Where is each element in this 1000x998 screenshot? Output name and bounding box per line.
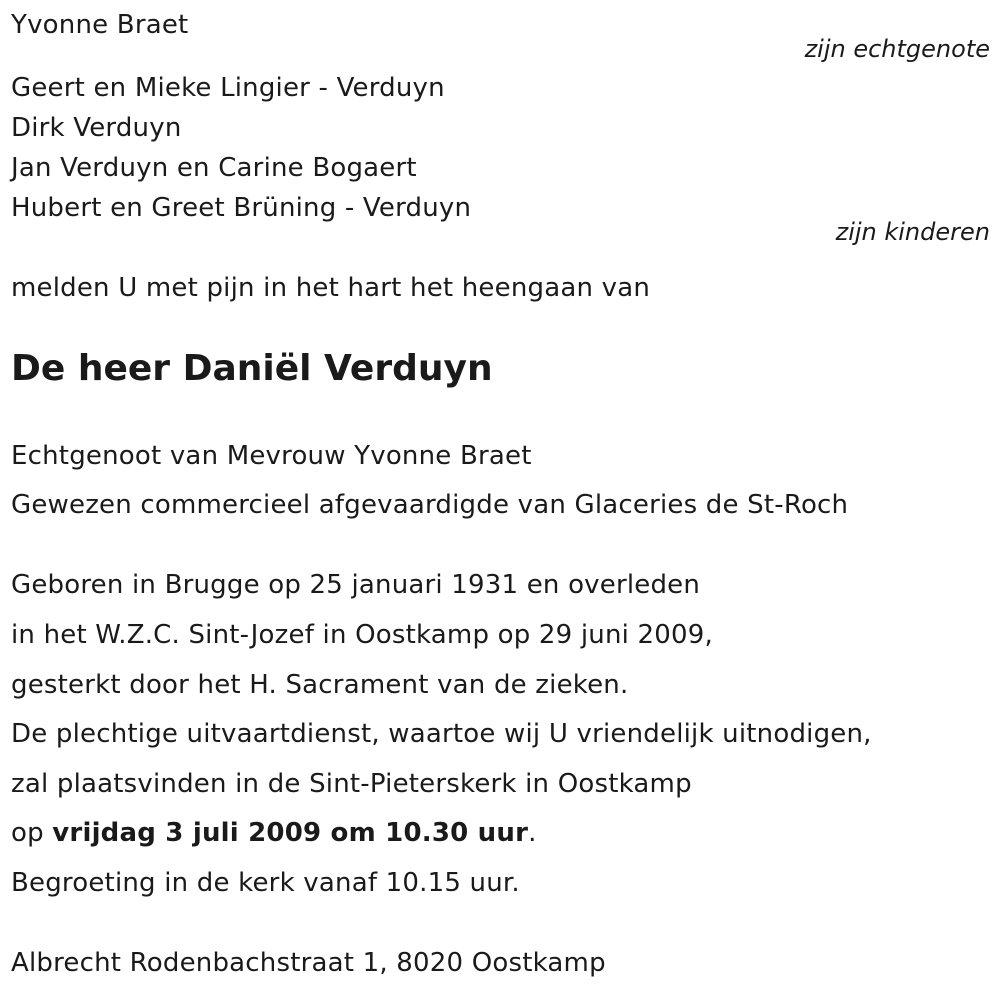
title-profession: Gewezen commercieel afgevaardigde van Glaceries de St-Roch <box>11 490 849 520</box>
detail-line-5: zal plaatsvinden in de Sint-Pieterskerk in Oostkamp <box>11 769 692 799</box>
detail-line-3: gesterkt door het H. Sacrament van de zieken. <box>11 670 629 700</box>
detail-line-1: Geboren in Brugge op 25 januari 1931 en overleden <box>11 570 701 600</box>
child-name-1: Geert en Mieke Lingier - Verduyn <box>11 73 445 103</box>
child-name-4: Hubert en Greet Brüning - Verduyn <box>11 193 472 223</box>
greeting-text: Begroeting in de kerk vanaf 10.15 uur. <box>11 868 520 898</box>
detail-line-4: De plechtige uitvaartdienst, waartoe wij U vriendelijk uitnodigen, <box>11 719 872 749</box>
title-spouse: Echtgenoot van Mevrouw Yvonne Braet <box>11 441 532 471</box>
spouse-name: Yvonne Braet <box>11 10 189 40</box>
detail-line-2: in het W.Z.C. Sint-Jozef in Oostkamp op 29 juni 2009, <box>11 620 713 650</box>
service-suffix: . <box>528 818 537 848</box>
service-prefix: op <box>11 818 53 848</box>
announcement-text: melden U met pijn in het hart het heengaan van <box>11 273 651 303</box>
address-text: Albrecht Rodenbachstraat 1, 8020 Oostkamp <box>11 948 606 978</box>
service-date-line <box>11 818 537 848</box>
children-role: zijn kinderen <box>835 218 990 246</box>
child-name-3: Jan Verduyn en Carine Bogaert <box>11 153 417 183</box>
deceased-name: De heer Daniël Verduyn <box>11 348 493 389</box>
service-date: vrijdag 3 juli 2009 om 10.30 uur <box>52 818 529 848</box>
spouse-role: zijn echtgenote <box>804 35 990 63</box>
child-name-2: Dirk Verduyn <box>11 113 182 143</box>
